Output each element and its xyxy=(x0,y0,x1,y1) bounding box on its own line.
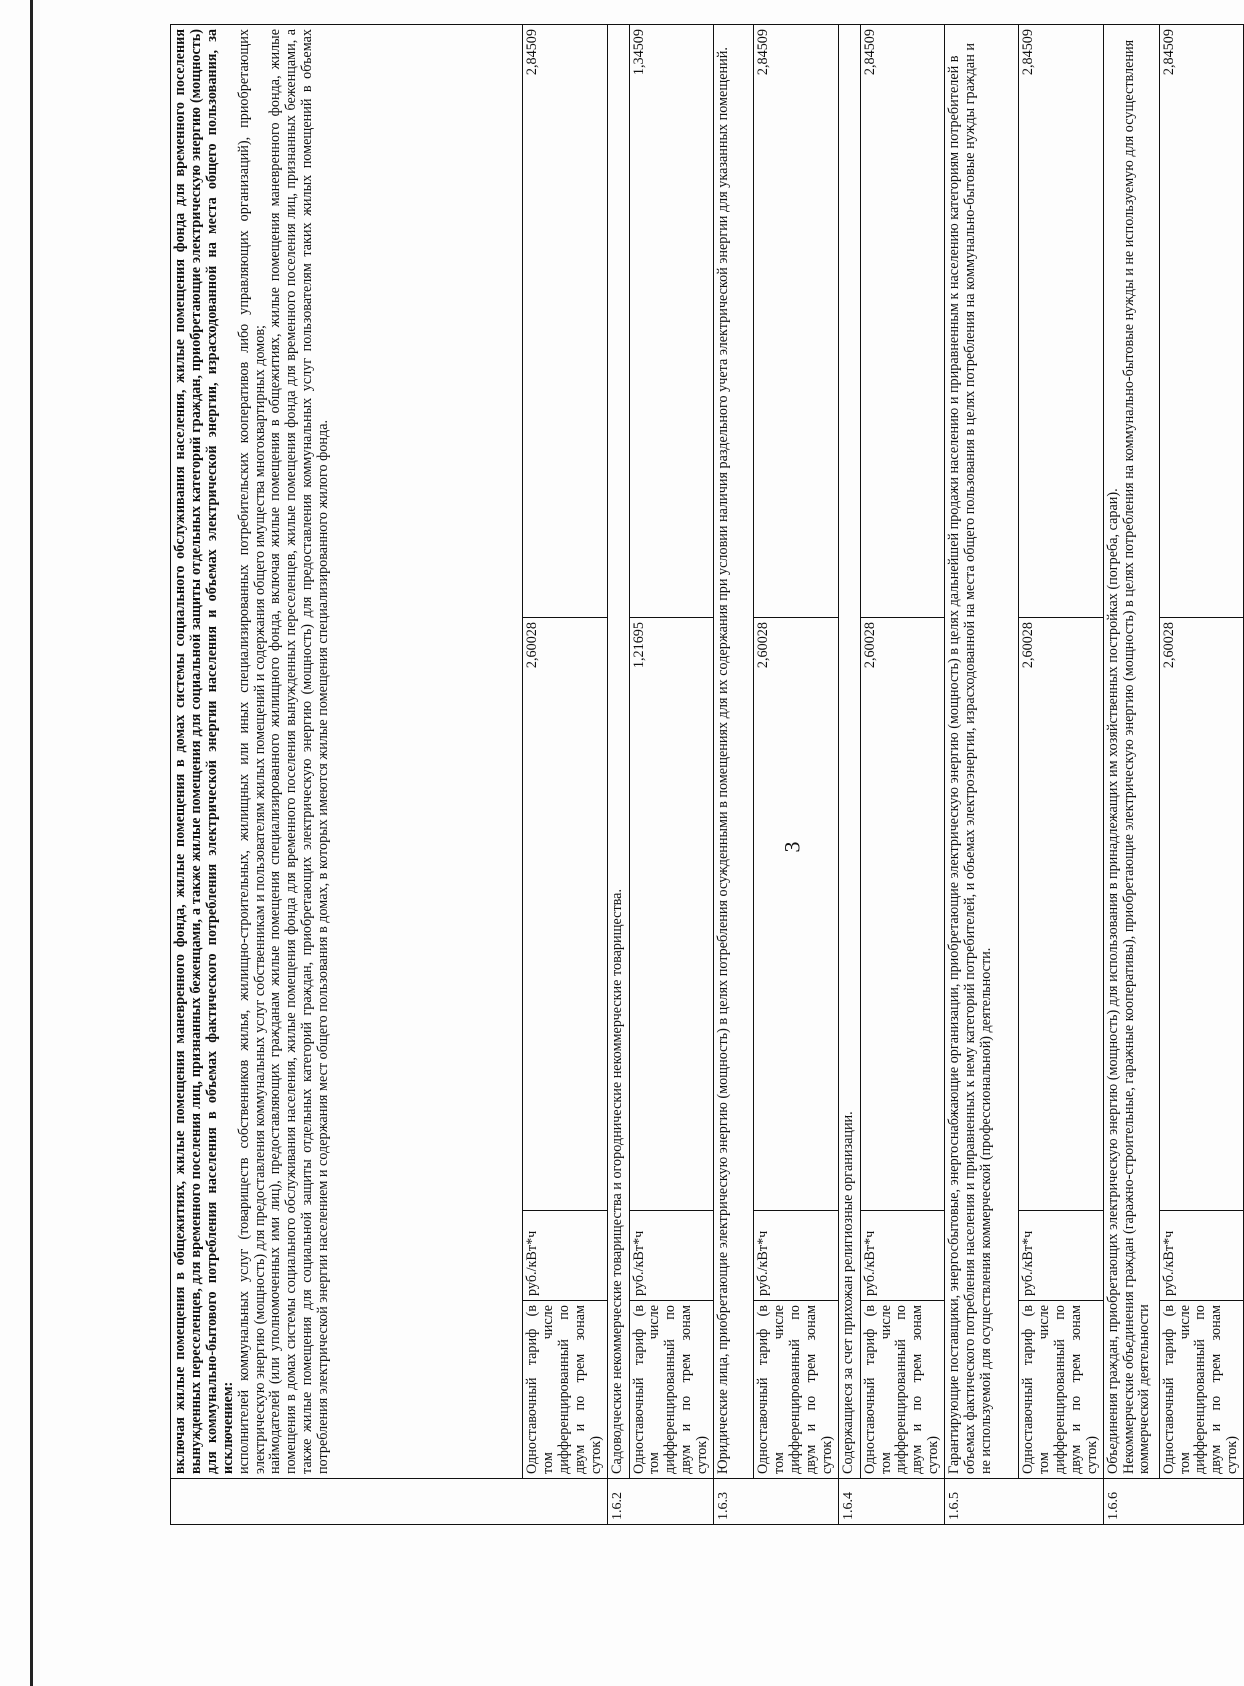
section-title xyxy=(1103,25,1159,1479)
section-number: 1.6.2 xyxy=(607,1479,714,1525)
rate-half-2: 2,84509 xyxy=(754,25,839,618)
intro-description xyxy=(171,25,523,1479)
intro-paragraph-1: исполнителей коммунальных услуг (товариществ собственников жилья, жилищно-строительных, жилищных или иных специализированных потребительских кооперативов либо управляющих организаций), приобретающих электрическую энергию (мощность) для предоставления коммунальных услуг собственникам и пользователям жилых помещений и содержания общего имущества многоквартирных домов; xyxy=(235,29,268,1474)
section-title: Садоводческие некоммерческие товарищества и огороднические некоммерческие товарищества. xyxy=(607,25,629,1479)
intro-paragraph-2: наймодателей (или уполномоченных ими лиц), предоставляющих гражданам жилые помещения специализированного жилищного фонда, включая жилые помещения в общежитиях, жилые помещения маневренного фонда, жилые помещения в домах системы социального обслуживания населения, жилые помещения фонда для временного поселения вынужденных переселенцев, жилые помещения фонда для временного поселения лиц, признанных беженцами, а также жилые помещения для социальной защиты отдельных категорий граждан, приобретающих электрическую энергию (мощность) для предоставления коммунальных услуг пользователям таких жилых помещений в объемах потребления электрической энергии населением и содержания мест общего пользования в домах, в которых имеются жилые помещения специализированного жилого фонда. xyxy=(267,29,332,1474)
section-title-line-1: Объединения граждан, приобретающих электрическую энергию (мощность) для использования в принадлежащих им хозяйственных постройках (погреба, сараи). xyxy=(1104,488,1121,1474)
unit-label: руб./кВт*ч xyxy=(860,1211,945,1301)
tariff-label: Одноставочный тариф (в том числе дифференцированный по двум и по трем зонам суток) xyxy=(1159,1301,1244,1479)
unit-label: руб./кВт*ч xyxy=(1159,1211,1244,1301)
table-row xyxy=(1019,25,1104,1525)
rate-half-1: 2,60028 xyxy=(1159,618,1244,1211)
tariff-table xyxy=(170,24,1244,1525)
table-row xyxy=(714,25,754,1525)
table-row xyxy=(860,25,945,1525)
section-number: 1.6.3 xyxy=(714,1479,839,1525)
unit-label: руб./кВт*ч xyxy=(754,1211,839,1301)
tariff-label: Одноставочный тариф (в том числе дифференцированный по двум и по трем зонам суток) xyxy=(860,1301,945,1479)
section-title-line-2: Некоммерческие объединения граждан (гаражно-строительные, гаражные кооперативы), приобретающие электрическую энергию (мощность) в целях потребления на коммунально-бытовые нужды и не используемую для осуществления коммерческой деятельности xyxy=(1120,39,1153,1474)
tariff-label: Одноставочный тариф (в том числе дифференцированный по двум и по трем зонам суток) xyxy=(1019,1301,1104,1479)
rate-half-1: 2,60028 xyxy=(1019,618,1104,1211)
table-row xyxy=(171,25,523,1525)
rate-half-2: 1,34509 xyxy=(629,25,714,618)
table-row xyxy=(629,25,714,1525)
section-number: 1.6.4 xyxy=(838,1479,945,1525)
section-number: 1.6.6 xyxy=(1103,1479,1244,1525)
table-row xyxy=(607,25,629,1525)
rotated-tariff-table xyxy=(170,25,1241,1525)
page-number: 3 xyxy=(779,841,805,853)
table-row xyxy=(523,25,608,1525)
table-row xyxy=(945,25,1019,1525)
rate-half-1: 2,60028 xyxy=(860,618,945,1211)
unit-label: руб./кВт*ч xyxy=(1019,1211,1104,1301)
table-row xyxy=(1103,25,1159,1525)
rate-half-2: 2,84509 xyxy=(860,25,945,618)
intro-bold-text: включая жилые помещения в общежитиях, жилые помещения маневренного фонда, жилые помещения в домах системы социального обслуживания населения, жилые помещения фонда для временного поселения вынужденных переселенцев, для временного поселения лиц, признанных беженцами, а также жилые помещения для социальной защиты отдельных категорий граждан, приобретающие электрическую энергию (мощность) для коммунально-бытового потребления населения в объемах фактического потребления электрической энергии населения и объемах электрической энергии, израсходованной на места общего пользования, за исключением: xyxy=(172,29,236,1474)
rate-half-2: 2,84509 xyxy=(523,25,608,618)
tariff-label: Одноставочный тариф (в том числе дифференцированный по двум и по трем зонам суток) xyxy=(629,1301,714,1479)
section-number: 1.6.5 xyxy=(945,1479,1104,1525)
tariff-label: Одноставочный тариф (в том числе дифференцированный по двум и по трем зонам суток) xyxy=(523,1301,608,1479)
page-edge-line xyxy=(30,0,33,1686)
rate-half-1: 2,60028 xyxy=(754,618,839,1211)
section-title: Юридические лица, приобретающие электрическую энергию (мощность) в целях потребления осужденными в помещениях для их содержания при условии наличия раздельного учета электрической энергии для указанных помещений. xyxy=(714,25,754,1479)
unit-label: руб./кВт*ч xyxy=(523,1211,608,1301)
rate-half-1: 2,60028 xyxy=(523,618,608,1211)
rate-half-2: 2,84509 xyxy=(1019,25,1104,618)
table-row xyxy=(1159,25,1244,1525)
tariff-label: Одноставочный тариф (в том числе дифференцированный по двум и по трем зонам суток) xyxy=(754,1301,839,1479)
rate-half-1: 1,21695 xyxy=(629,618,714,1211)
table-row xyxy=(838,25,860,1525)
unit-label: руб./кВт*ч xyxy=(629,1211,714,1301)
rate-half-2: 2,84509 xyxy=(1159,25,1244,618)
table-row xyxy=(754,25,839,1525)
section-title: Гарантирующие поставщики, энергосбытовые, энергоснабжающие организации, приобретающие электрическую энергию (мощность) в целях дальнейшей продажи населению и приравненным к населению категориям потребителей в объемах фактического потребления населения и приравненных к нему категорий потребителей, и объемах электроэнергии, израсходованной на места общего пользования в целях потребления на коммунально-бытовые нужды граждан и не используемой для осуществления коммерческой (профессиональной) деятельности. xyxy=(945,25,1019,1479)
row-number-empty xyxy=(171,1479,608,1525)
section-title: Содержащиеся за счет прихожан религиозные организации. xyxy=(838,25,860,1479)
